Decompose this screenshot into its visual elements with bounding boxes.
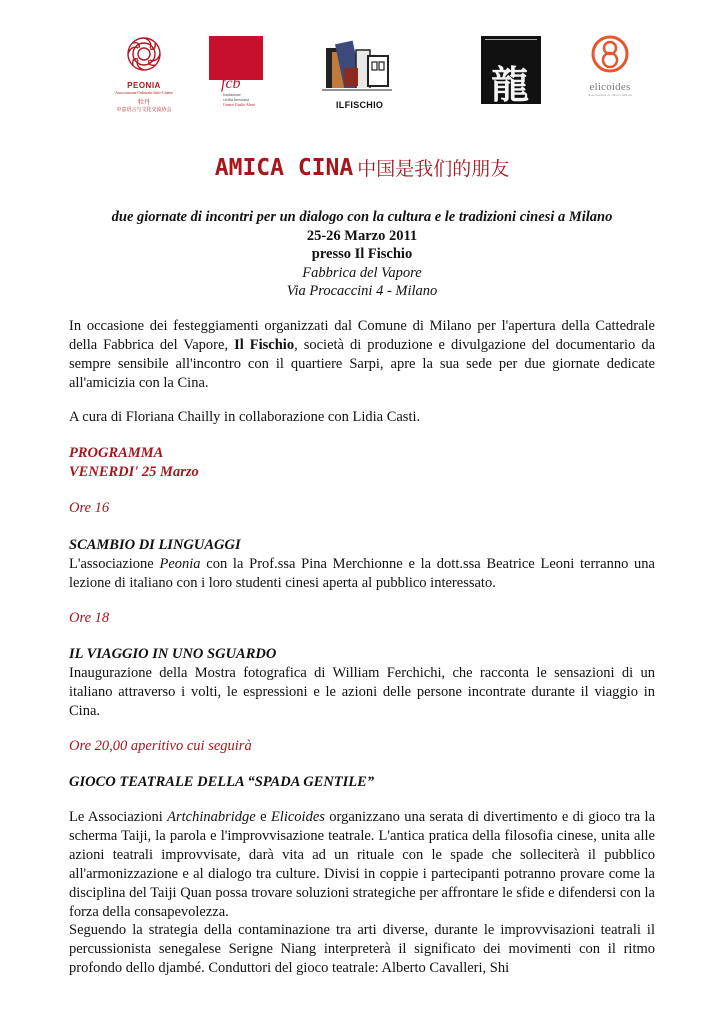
event-2-time: Ore 18 <box>69 610 110 626</box>
peonia-name-inline: Peonia <box>159 556 201 572</box>
elicoides-name: elicoides <box>589 81 631 93</box>
event-2-text: Inaugurazione della Mostra fotografica di William Ferchichi, che racconta le sensazioni di un italiano attraverso i volti, le espressioni e le azioni delle persone incontrate durante il viaggio in Cina. <box>69 665 655 719</box>
venue-address: Via Procaccini 4 - Milano <box>286 283 438 299</box>
curator-line: A cura di Floriana Chailly in collaborazione con Lidia Casti. <box>69 409 421 425</box>
elicoides-logo <box>580 34 640 97</box>
peonia-logo <box>104 34 184 113</box>
fcb-red-square <box>209 36 263 80</box>
ilfischio-name: ILFISCHIO <box>336 100 384 110</box>
peonia-name: PEONIA <box>127 81 161 90</box>
title-chinese: 中国是我们的朋友 <box>357 158 510 180</box>
event-subtitle: due giornate di incontri per un dialogo con la cultura e le tradizioni cinesi a Milano <box>111 209 613 225</box>
peony-flower-icon <box>124 34 164 74</box>
venue-prefix: presso Il Fischio <box>311 246 413 262</box>
event-3-text: Le Associazioni Artchinabridge e Elicoides organizzano una serata di divertimento e di gioco tra la scherma Taiji, la parola e l'improvvisazione teatrale. L'antica pratica della filosofia cinese, unita alle azioni teatrali improvvisate, darà vita ad un rituale con le spade che solleciterà il pubblico all'armonizzazione e al dialogo tra culture. Divisi in coppie i partecipanti potranno provare come la disciplina del Taiji Quan possa trovare soluzioni strategiche per affrontare le sfide e difendersi con la forza della consapevolezza. <box>69 809 656 920</box>
long-character: 龍 <box>491 63 530 107</box>
fcb-logo <box>209 36 265 116</box>
venue-name: Fabbrica del Vapore <box>302 265 422 281</box>
fcb-mark: fcb <box>221 75 241 92</box>
logo-row <box>0 30 724 120</box>
peonia-subtitle: Associazione Culturale Italo-Cinese <box>115 90 173 95</box>
fcb-line3: Centro Giulio Aleni <box>223 102 255 107</box>
peonia-chinese-sub: 中意语言与文化交流协会 <box>116 108 172 113</box>
title-italian: AMICA CINA <box>214 155 354 181</box>
fcb-line1: fondazione <box>223 92 241 97</box>
event-2-title: IL VIAGGIO IN UNO SGUARDO <box>69 646 277 662</box>
elicoides-ring-icon <box>590 34 630 74</box>
intro-text-2: , società di produzione e divulgazione del documentario da sempre sensibile all'incontro con il quartiere Sarpi, apre la sua sede per due giornate dedicate all'amicizia con la Cina. <box>69 337 656 391</box>
intro-il-fischio: Il Fischio <box>234 337 295 353</box>
intro-text-1: In occasione dei festeggiamenti organizzati dal Comune di Milano per l'apertura della Cattedrale della Fabbrica del Vapore, <box>69 318 655 353</box>
peonia-chinese: 牡丹 <box>137 100 150 106</box>
event-3-text-2: Seguendo la strategia della contaminazione tra arti diverse, durante le improvvisazioni teatrali il percussionista senegalese Serigne Niang interpreterà il significato dei movimenti con il ritmo profondo dello djambé. Conduttori del gioco teatrale: Alberto Cavalleri, Shi <box>69 922 655 976</box>
elicoides-sub: Associazione di cultura italiana <box>587 93 633 97</box>
artchinabridge-inline: Artchinabridge <box>167 809 256 825</box>
page-title <box>0 154 724 181</box>
event-dates: 25-26 Marzo 2011 <box>306 228 418 244</box>
event-3-title: GIOCO TEATRALE DELLA “SPADA GENTILE” <box>69 774 375 790</box>
long-dragon-logo <box>481 36 541 107</box>
intro-paragraph <box>69 317 655 393</box>
ilfischio-logo <box>322 38 398 114</box>
event-1-title: SCAMBIO DI LINGUAGGI <box>69 537 241 553</box>
film-collage-icon <box>322 38 398 100</box>
event-1-text: L'associazione Peonia con la Prof.ssa Pina Merchionne e la dott.ssa Beatrice Leoni terranno una lezione di italiano con i loro studenti cinesi aperta al pubblico interessato. <box>69 556 655 591</box>
programma-label: PROGRAMMA <box>69 445 164 461</box>
programma-day: VENERDI' 25 Marzo <box>69 464 199 480</box>
elicoides-inline: Elicoides <box>270 809 325 825</box>
fcb-line2: civiltà bresciana <box>223 97 250 102</box>
event-3-time: Ore 20,00 aperitivo cui seguirà <box>69 738 252 754</box>
event-1-time: Ore 16 <box>69 500 110 516</box>
